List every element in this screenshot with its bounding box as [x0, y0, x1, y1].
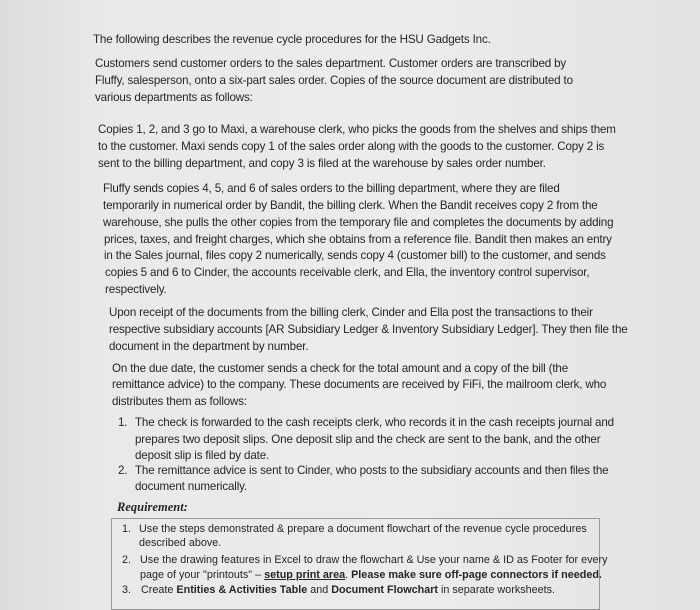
text-line: to the customer. Maxi sends copy 1 of the sales order along with the goods to the customer. Copy 2 is [98, 140, 605, 153]
text-line: respective subsidiary accounts [AR Subsidiary Ledger & Inventory Subsidiary Ledger]. They then file the [109, 323, 628, 336]
text-line: Fluffy, salesperson, onto a six-part sales order. Copies of the source document are distributed to [95, 74, 573, 87]
text: in separate worksheets. [438, 584, 556, 596]
text: . [345, 569, 352, 581]
text-line: The remittance advice is sent to Cinder, who posts to the subsidiary accounts and then files the [135, 464, 609, 477]
list-number: 1. [118, 416, 128, 429]
list-number: 1. [122, 523, 132, 535]
text-line: prepares two deposit slips. One deposit slip and the check are sent to the bank, and the other [135, 433, 601, 446]
text-line: respectively. [105, 283, 167, 296]
text-line: On the due date, the customer sends a check for the total amount and a copy of the bill (the [112, 362, 569, 375]
text: Entities & Activities Table [176, 584, 308, 596]
text-line: deposit slip is filed by date. [135, 449, 270, 462]
list-number: 3. [122, 584, 132, 596]
document-title: The following describes the revenue cycle procedures for the HSU Gadgets Inc. [93, 33, 491, 46]
text-line [140, 569, 602, 581]
text-line: described above. [139, 537, 222, 549]
requirement-heading: Requirement: [117, 500, 188, 514]
text-line: prices, taxes, and freight charges, which she obtains from a reference file. Bandit then makes an entry [104, 233, 612, 246]
text-line: temporarily in numerical order by Bandit, the billing clerk. When the Bandit receives copy 2 from the [103, 199, 598, 212]
setup-print-area-text: setup print area [264, 569, 346, 581]
text-line: in the Sales journal, files copy 2 numerically, sends copy 4 (customer bill) to the customer, and sends [104, 249, 606, 262]
text-line: document numerically. [135, 480, 247, 493]
text-line: Upon receipt of the documents from the billing clerk, Cinder and Ella post the transactions to their [109, 306, 593, 319]
text-line: sent to the billing department, and copy 3 is filed at the warehouse by sales order number. [98, 157, 546, 170]
text-line: various departments as follows: [95, 91, 253, 104]
text-line: Copies 1, 2, and 3 go to Maxi, a warehouse clerk, who picks the goods from the shelves and ships them [98, 123, 616, 136]
text-line: remittance advice) to the company. These documents are received by FiFi, the mailroom clerk, who [112, 378, 607, 391]
text-line: Use the steps demonstrated & prepare a document flowchart of the revenue cycle procedures [139, 523, 587, 535]
text: Create [141, 584, 177, 596]
text-line: Customers send customer orders to the sales department. Customer orders are transcribed by [95, 57, 567, 70]
text-line [141, 584, 555, 596]
text: Please make sure off-page connectors if needed. [351, 569, 602, 581]
text-line: Fluffy sends copies 4, 5, and 6 of sales orders to the billing department, where they are filed [103, 182, 560, 195]
text: Document Flowchart [331, 584, 438, 596]
requirement-box [111, 518, 608, 610]
text-line: document in the department by number. [109, 340, 309, 353]
text-line: warehouse, she pulls the other copies from the temporary file and completes the documents by adding [103, 216, 614, 229]
text-line: distributes them as follows: [112, 395, 247, 408]
text-line: Use the drawing features in Excel to draw the flowchart & Use your name & ID as Footer for every [140, 554, 608, 566]
text-line: The check is forwarded to the cash receipts clerk, who records it in the cash receipts journal and [135, 416, 614, 429]
list-number: 2. [122, 554, 132, 566]
text-line: copies 5 and 6 to Cinder, the accounts receivable clerk, and Ella, the inventory control supervisor, [105, 266, 590, 279]
list-number: 2. [118, 464, 128, 477]
text: page of your "printouts" – [140, 569, 265, 581]
text: and [307, 584, 332, 596]
